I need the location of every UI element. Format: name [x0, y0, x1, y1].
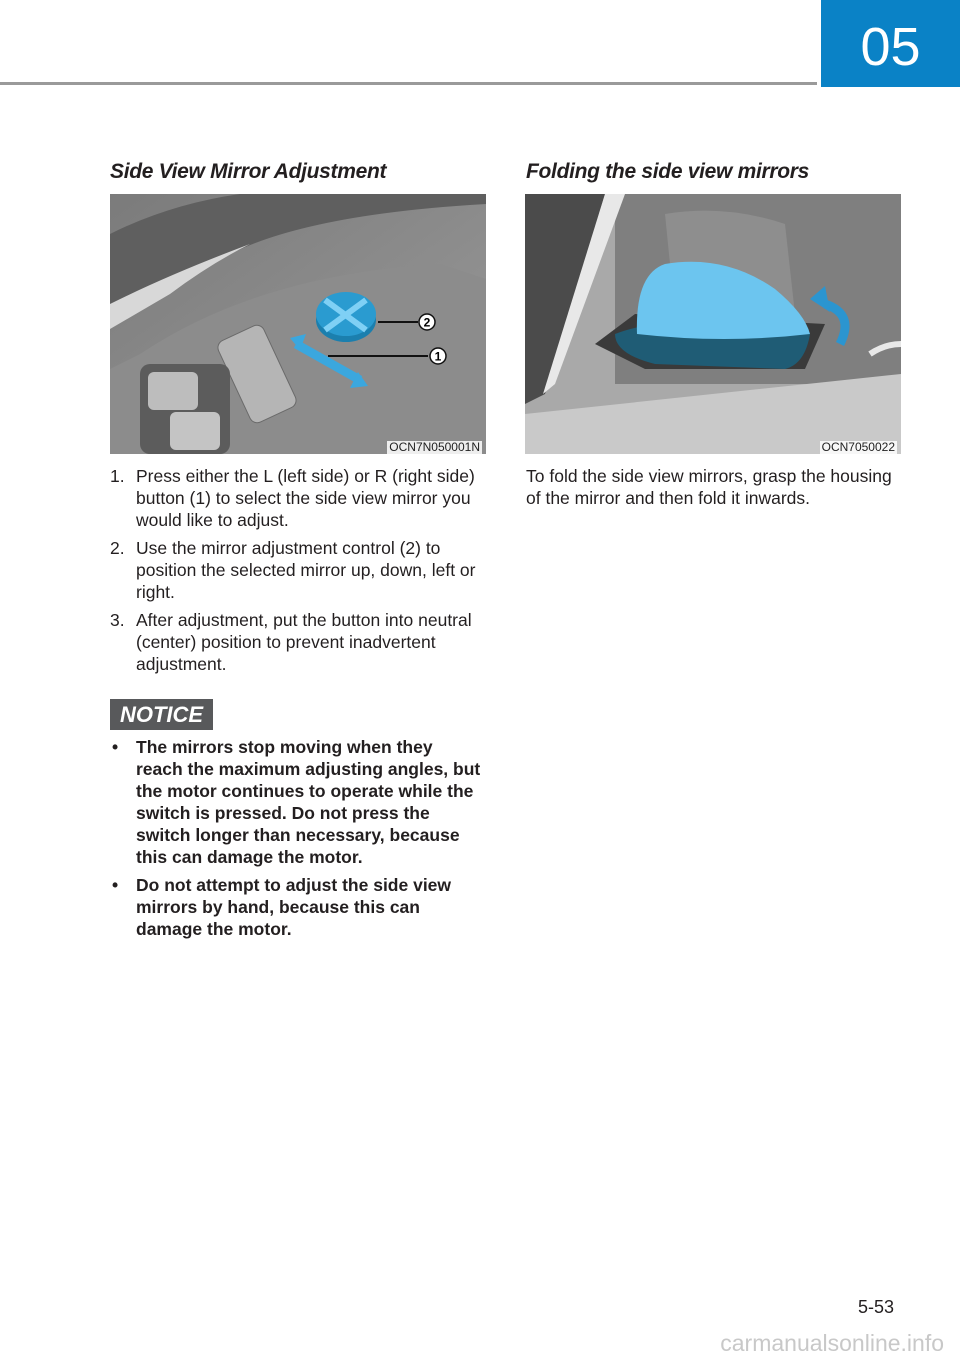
- section-title-mirror-adjustment: Side View Mirror Adjustment: [110, 160, 387, 183]
- notice-item: • Do not attempt to adjust the side view mirrors by hand, because this can damage the motor.: [112, 875, 452, 939]
- step-item: 2. Use the mirror adjustment control (2) to position the selected mirror up, down, left or right.: [110, 538, 476, 602]
- adjustment-steps: [110, 465, 482, 681]
- folding-instructions: To fold the side view mirrors, grasp the housing of the mirror and then fold it inwards.: [526, 466, 892, 508]
- notice-badge: NOTICE: [110, 699, 213, 730]
- watermark: carmanualsonline.info: [720, 1330, 944, 1356]
- step-item: 1. Press either the L (left side) or R (right side) button (1) to select the side view mirror you would like to adjust.: [110, 466, 475, 530]
- callout-1: 1: [434, 349, 442, 364]
- bullet-icon: •: [112, 737, 119, 757]
- bullet-icon: •: [112, 875, 119, 895]
- mirror-folding-illustration: [525, 194, 901, 454]
- page-number: 5-53: [857, 1297, 894, 1317]
- mirror-switch-illustration: [110, 194, 486, 454]
- notice-item: • The mirrors stop moving when they reach the maximum adjusting angles, but the motor continues to operate while the switch is pressed. Do not press the switch longer than necessary, because this can damage the motor.: [112, 737, 481, 867]
- figure-code: OCN7050022: [821, 440, 895, 454]
- section-title-folding-mirrors: Folding the side view mirrors: [526, 160, 810, 183]
- notice-list: [110, 736, 482, 946]
- header-rule: [0, 82, 817, 85]
- chapter-tab: 05: [821, 0, 960, 87]
- step-item: 3. After adjustment, put the button into neutral (center) position to prevent inadvertent adjustment.: [110, 610, 472, 674]
- figure-code: OCN7N050001N: [389, 440, 480, 454]
- callout-2: 2: [423, 315, 431, 330]
